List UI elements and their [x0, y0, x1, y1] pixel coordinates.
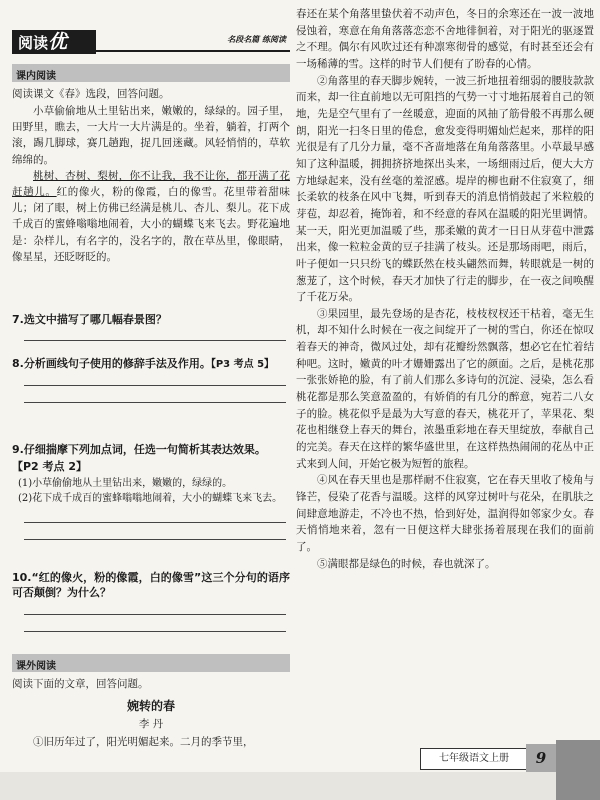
article-paragraph-1-cont: 春还在某个角落里蛰伏着不动声色，冬日的余寒还在一波一波地侵蚀着，寒意在角角落落恋恋不舍地徘徊着，对于阳光的驱逐置之不理。偶尔有风吹过还有种凛寒彻骨的感觉，有时甚至还会有一场稀薄的雪。这样的时节人们便有了盼春的心情。	[296, 8, 594, 70]
book-label: 七年级语文上册	[420, 748, 528, 770]
question-9-sentence-1: (1)小草偷偷地从土里钻出来，嫩嫩的，绿绿的。	[18, 478, 233, 489]
article-paragraph-2: ②角落里的春天脚步婉转，一波三折地扭着细弱的腰肢款款而来，却一往直前地以无可阻挡的气势一寸寸地拓展着自己的领地，先是空气里有了一丝暖意，迎面的风抽了筋骨般不再那么硬朗，阳光一扫冬日里的倦怠，愈发变得明媚灿烂起来，那样的阳光很是有了几分力量，毫不吝啬地落在角角落落里。小草最早感知了这种温暖，拥拥挤挤地探出头来，一场细雨过后，便大大方方地绿起来，没有丝毫的羞涩感。堤岸的柳也耐不住寂寞了，细长柔软的枝条在风中飞舞，听到春天的消息悄悄鼓起了米粒般的芽苞，却忍着，掩饰着，和不经意的春风在温暖的阳光里调情。某一天，阳光更加温暖了些，那柔嫩的黄才一日日从芽苞中泄露出来，像一粒粒金黄的豆子挂满了枝头。还是那场雨吧，雨后，叶子便如一只只纷飞的蝶跃然在枝头翩然而舞，转眼就是一树的葱茏了，这个时候，春天才加快了行走的脚步，在一夜之间唤醒了千花万朵。	[296, 74, 594, 304]
header-rule	[96, 50, 290, 52]
logo: 阅读优	[12, 30, 96, 54]
question-10-block	[12, 570, 290, 632]
footer-band	[0, 772, 600, 800]
answer-line[interactable]	[24, 539, 286, 540]
page-corner-shade	[556, 740, 600, 800]
article-title: 婉转的春	[126, 699, 175, 713]
article-paragraph-1-start: ①旧历年过了，阳光明媚起来。二月的季节里，	[33, 736, 254, 748]
section-bar-in-class: 课内阅读	[12, 64, 290, 82]
answer-line[interactable]	[24, 385, 286, 386]
answer-line[interactable]	[24, 522, 286, 523]
passage-1	[12, 103, 290, 265]
instruction-2: 阅读下面的文章，回答问题。	[12, 678, 149, 690]
instruction-1: 阅读课文《春》选段，回答问题。	[12, 88, 170, 100]
page-number: 9	[526, 744, 556, 772]
question-8-block	[12, 356, 290, 403]
question-8: 8.分析画线句子使用的修辞手法及作用。【P3 考点 5】	[12, 357, 275, 370]
article-paragraph-3: ③果园里，最先登场的是杏花，枝枝杈杈还干枯着，毫无生机，却不知什么时候在一夜之间绽开了一树的雪白，你还在惊叹着春天的神奇，微风过处，却有花瓣纷然飘落，想必它在忙着结种吧。这时，嫩黄的叶才姗姗露出了它的颜面。之后，是桃花那一张张娇艳的脸，有了前人们那么多诗句的沉淀、浸染，怎么看桃花都是那么笑意盈盈的，有娇俏的有几分的醉意，宛若二八女子的脸。桃花似乎是最为大写意的春天，桃花开了，苹果花、梨花也相继登上春天的舞台，浓墨重彩地在春天里绽放，奉献自己的完美。春天在这样的繁华盛世里，在这样热热闹闹的花丛中正式来到人间，开始它极为短暂的旅程。	[296, 307, 594, 470]
header	[12, 30, 290, 54]
answer-line[interactable]	[24, 402, 286, 403]
question-7-block	[12, 312, 290, 341]
header-slogan: 名段名篇 练阅读	[227, 35, 286, 44]
answer-line[interactable]	[24, 340, 286, 341]
passage-1-paragraph-1: 小草偷偷地从土里钻出来，嫩嫩的，绿绿的。园子里，田野里，瞧去，一大片一大片满是的。坐着，躺着，打两个滚，踢几脚球，赛几趟跑，捉几回迷藏。风轻悄悄的，草软绵绵的。	[12, 105, 290, 166]
question-9: 9.仔细揣摩下列加点词，任选一句简析其表达效果。	[12, 443, 266, 456]
answer-line[interactable]	[24, 631, 286, 632]
question-9-sentence-2: (2)花下成千成百的蜜蜂嗡嗡地闹着，大小的蝴蝶飞来飞去。	[18, 493, 283, 504]
answer-line[interactable]	[24, 614, 286, 615]
question-10: 10.“红的像火，粉的像霞，白的像雪”这三个分句的语序可否颠倒？为什么？	[12, 571, 290, 599]
article-paragraph-5: ⑤满眼都是绿色的时候，春也就深了。	[317, 557, 496, 570]
underlined-sentence: 桃树、杏树、梨树，你不让我，我不让你，都开满了花赶趟儿。	[12, 169, 290, 199]
question-7: 7.选文中描写了哪几幅春景图？	[12, 313, 167, 326]
right-column	[296, 6, 594, 572]
passage-1-paragraph-2: 桃树、杏树、梨树，你不让我，我不让你，都开满了花赶趟儿。红的像火，粉的像霞，白的像雪。花里带着甜味儿；闭了眼，树上仿佛已经满是桃儿、杏儿、梨儿。花下成千成百的蜜蜂嗡嗡地闹着，大小的蝴蝶飞来飞去。野花遍地是：杂样儿，有名字的，没名字的，散在草丛里，像眼睛，像星星，还眨呀眨的。	[12, 169, 291, 263]
question-9-block	[12, 442, 290, 540]
article-author: 李 丹	[138, 718, 164, 730]
question-9-point: 【P2 考点 2】	[12, 460, 88, 473]
section-bar-extra: 课外阅读	[12, 654, 290, 672]
article-paragraph-4: ④风在春天里也是那样耐不住寂寞，它在春天里收了棱角与锋芒，侵染了花香与温暖。这样的风穿过树叶与花朵，在肌肤之间肆意地游走，不冷也不热，恰到好处，温润得如邻家少女。春天悄悄地来着，忽有一日便这样大肆张扬着展现在我们的面前了。	[296, 474, 594, 553]
